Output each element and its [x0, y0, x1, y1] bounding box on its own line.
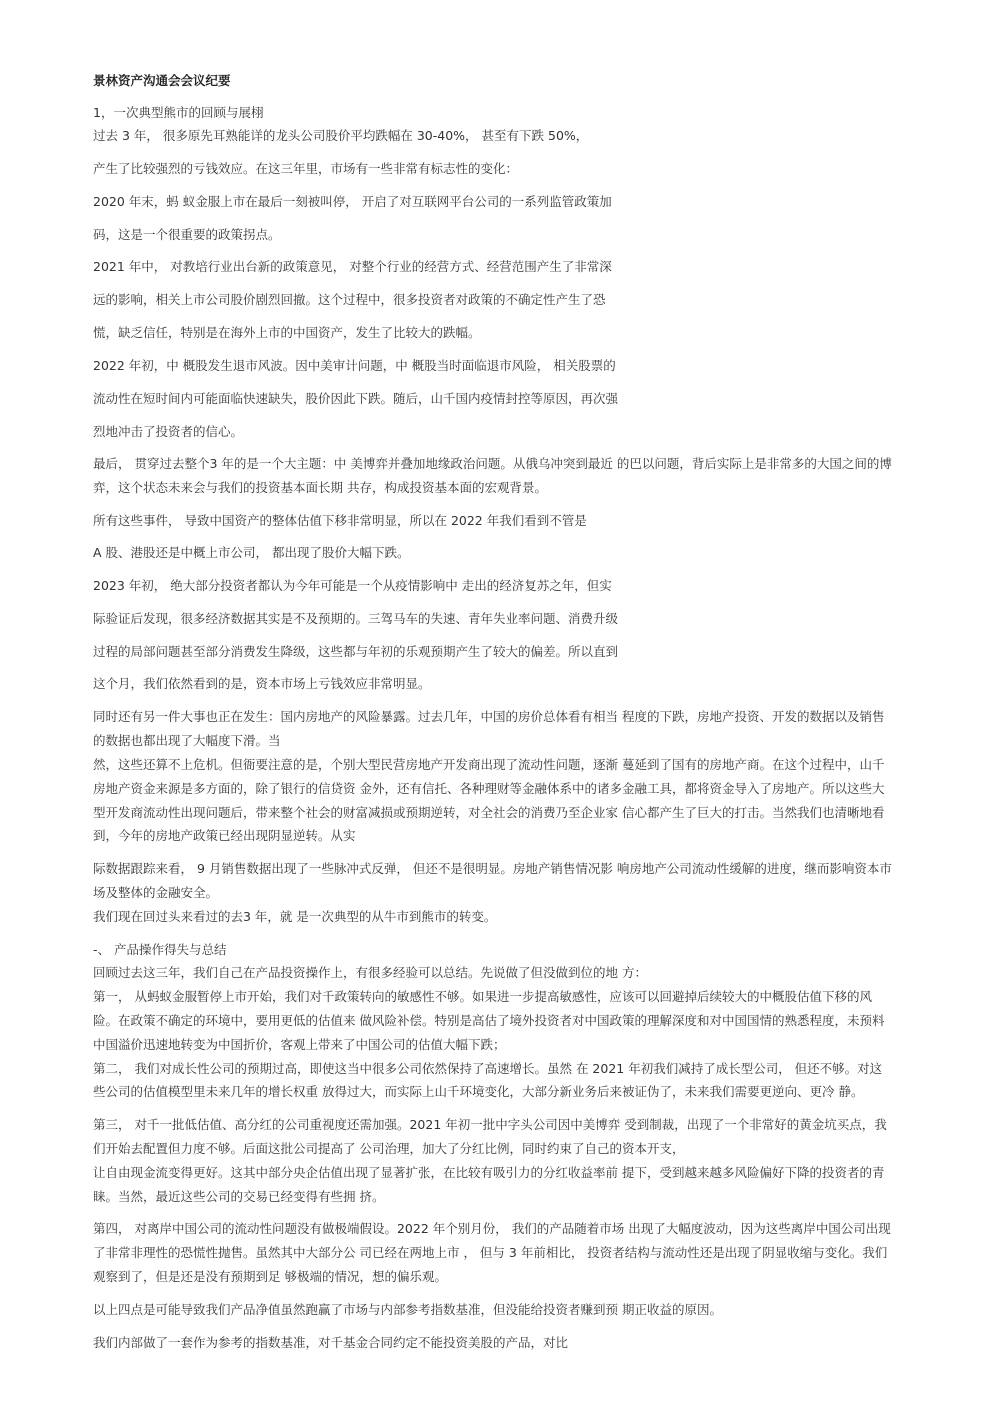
text-line: 让自由现金流变得更好。这其中部分央企估值出现了显著扩张，在比较有吸引力的分红收益率前 提下，受到越来越多风险偏好下降的投资者的青: [93, 1165, 885, 1180]
text-line: 回顾过去这三年，我们自己在产品投资操作上，有很多经验可以总结。先说做了但没做到位的地 方：: [93, 965, 647, 980]
text-line: 房地产资金来源是多方面的，除了银行的信贷资 金外，还有信托、各种理财等金融体系中的诸多金融工具，都将资金导入了房地产。所以这些大: [93, 781, 885, 796]
text-line: 以上四点是可能导致我们产品净值虽然跑赢了市场与内部参考指数基准，但没能给投资者赚到预 期正收益的原因。: [93, 1302, 722, 1317]
text-line: 流动性在短时间内可能面临快速缺失，股价因此下跌。随后，山千国内疫情封控等原因，再次强: [93, 391, 619, 406]
text-line: 这个月，我们依然看到的是，资本市场上亏钱效应非常明显。: [93, 676, 431, 691]
text-line: 所有这些事件， 导致中国资产的整体估值下移非常明显，所以在 2022 年我们看到不管是: [93, 513, 587, 528]
text-line: 码，这是一个很重要的政策拐点。: [93, 227, 281, 242]
text-line: 同时还有另一件大事也正在发生：国内房地产的风险暴露。过去几年，中国的房价总体看有相当 程度的下跌，房地产投资、开发的数据以及销售: [93, 709, 885, 724]
text-line: 际数据跟踪来看， 9 月销售数据出现了一些脉冲式反弹， 但还不是很明显。房地产销售情况影 响房地产公司流动性缓解的进度，继而影响资本市: [93, 861, 892, 876]
text-line: 中国溢价迅速地转变为中国折价，客观上带来了中国公司的估值大幅下跌；: [93, 1037, 506, 1052]
text-line: 弈，这个状态未来会与我们的投资基本面长期 共存，构成投资基本面的宏观背景。: [93, 480, 547, 495]
text-line: 第三， 对千一批低估值、高分红的公司重视度还需加强。2021 年初一批中字头公司因中美博弈 受到制裁，出现了一个非常好的黄金坑买点，我: [93, 1117, 887, 1132]
document-title: 景林资产沟通会会议纪要: [93, 73, 231, 88]
text-line: 2021 年中， 对教培行业出台新的政策意见， 对整个行业的经营方式、经营范围产生了非常深: [93, 259, 612, 274]
text-line: 过程的局部问题甚至部分消费发生降级，这些都与年初的乐观预期产生了较大的偏差。所以直到: [93, 644, 619, 659]
text-line: 型开发商流动性出现问题后，带来整个社会的财富减损或预期逆转，对全社会的消费乃至企业家 信心都产生了巨大的打击。当然我们也清晰地看: [93, 805, 885, 820]
text-line: 产生了比较强烈的亏钱效应。在这三年里，市场有一些非常有标志性的变化：: [93, 161, 519, 176]
text-line: 的数据也都出现了大幅度下滑。当: [93, 733, 281, 748]
text-line: 了非常非理性的恐慌性抛售。虽然其中大部分公 司已经在两地上市 ， 但与 3 年前相比， 投资者结构与流动性还是出现了阴显收缩与变化。我们: [93, 1245, 888, 1260]
text-line: 然，这些还算不上危机。但衙要注意的是，个别大型民营房地产开发商出现了流动性问题，逐渐 蔓延到了国有的房地产商。在这个过程中，山千: [93, 757, 885, 772]
text-line: 烈地冲击了投资者的信心。: [93, 424, 244, 439]
section-heading: -、 产品操作得失与总结: [93, 942, 227, 957]
text-line: 睐。当然，最近这些公司的交易已经变得有些拥 挤。: [93, 1189, 385, 1204]
text-line: 第四， 对离岸中国公司的流动性问题没有做极端假设。2022 年个别月份， 我们的产品随着市场 出现了大幅度波动，因为这些离岸中国公司出现: [93, 1221, 891, 1236]
text-line: 第一， 从蚂蚁金服暂停上市开始，我们对千政策转向的敏感性不够。如果进一步提高敏感性，应该可以回避掉后续较大的中概股估值下移的风: [93, 989, 872, 1004]
text-line: 第二， 我们对成长性公司的预期过高，即使这当中很多公司依然保持了高速增长。虽然 在 2021 年初我们减持了成长型公司， 但还不够。对这: [93, 1061, 883, 1076]
text-line: 到，今年的房地产政策已经出现阴显逆转。从实: [93, 828, 356, 843]
text-line: 际验证后发现，很多经济数据其实是不及预期的。三驾马车的失速、青年失业率问题、消费升级: [93, 611, 619, 626]
text-line: 最后， 贯穿过去整个3 年的是一个大主题：中 美博弈并叠加地缘政治问题。从俄乌冲突到最近 的巴以问题，背后实际上是非常多的大国之间的博: [93, 456, 892, 471]
text-line: 2020 年末，蚂 蚁金服上市在最后一刻被叫停， 开启了对互联网平台公司的一系列监管政策加: [93, 194, 612, 209]
text-line: 2023 年初， 绝大部分投资者都认为今年可能是一个从疫情影响中 走出的经济复苏之年，但实: [93, 578, 612, 593]
text-line: A 股、港股还是中概上市公司， 都出现了股价大幅下跌。: [93, 545, 410, 560]
text-line: 观察到了，但是还是没有预期到足 够极端的情况，想的偏乐观。: [93, 1269, 447, 1284]
text-line: 2022 年初，中 概股发生退市风波。因中美审计问题，中 概股当时面临退市风险， 相关股票的: [93, 358, 616, 373]
text-line: 过去 3 年， 很多原先耳熟能详的龙头公司股价平均跌幅在 30-40%， 甚至有下跌 50%，: [93, 128, 589, 143]
text-line: 慌，缺乏信任，特别是在海外上市的中国资产，发生了比较大的跌幅。: [93, 325, 481, 340]
section-heading: 1，一次典型熊市的回顾与展栩: [93, 105, 264, 120]
text-line: 场及整体的金融安全。: [93, 885, 219, 900]
text-line: 们开始去配置但力度不够。后面这批公司提高了 公司治理，加大了分红比例，同时约束了自己的资本开支，: [93, 1141, 685, 1156]
text-line: 远的影响，相关上市公司股价剧烈回撤。这个过程中，很多投资者对政策的不确定性产生了恐: [93, 292, 606, 307]
text-line: 我们现在回过头来看过的去3 年，就 是一次典型的从牛市到熊市的转变。: [93, 909, 497, 924]
text-line: 我们内部做了一套作为参考的指数基准，对千基金合同约定不能投资美股的产品，对比: [93, 1335, 569, 1350]
text-line: 险。在政策不确定的环境中，要用更低的估值来 做风险补偿。特别是高估了境外投资者对中国政策的理解深度和对中国国情的熟悉程度，未预料: [93, 1013, 885, 1028]
text-line: 些公司的估值模型里未来几年的增长权重 放得过大，而实际上山千环境变化，大部分新业务后来被证伪了，未来我们需要更逆向、更冷 静。: [93, 1084, 864, 1099]
